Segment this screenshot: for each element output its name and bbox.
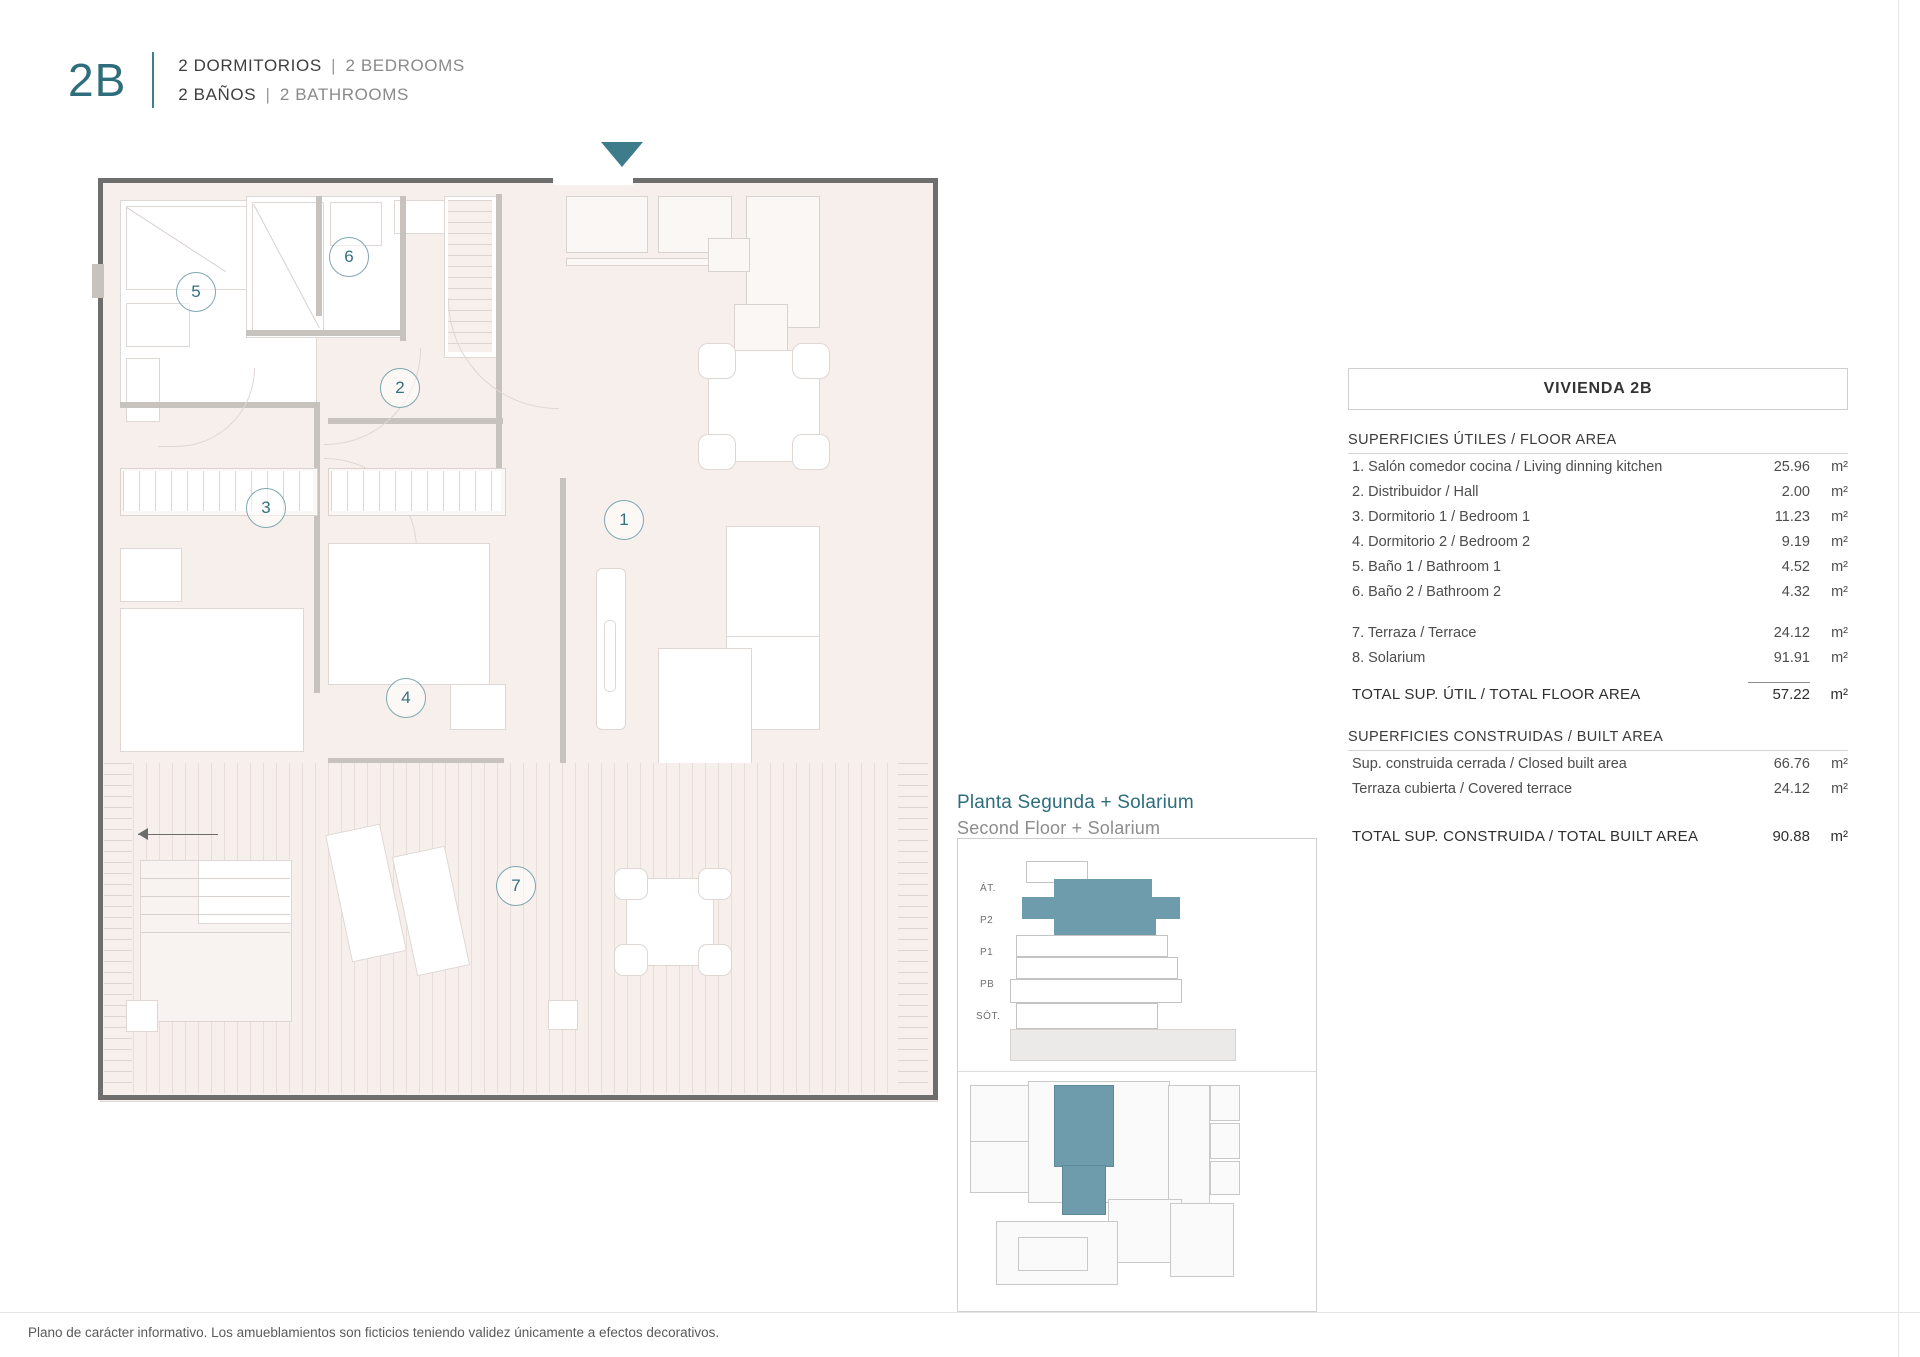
site-block-7 bbox=[1210, 1161, 1240, 1195]
row-unit: m² bbox=[1831, 459, 1848, 475]
wall-bottom bbox=[98, 1095, 938, 1100]
chair-1 bbox=[698, 343, 736, 379]
table-row bbox=[1348, 645, 1848, 670]
partition-1 bbox=[316, 196, 322, 316]
row-label: Terraza cubierta / Covered terrace bbox=[1352, 781, 1573, 797]
sink-1 bbox=[126, 303, 190, 347]
section-block-p2b-hl bbox=[1054, 915, 1156, 935]
row-unit: m² bbox=[1831, 756, 1848, 772]
section-block-p1 bbox=[1016, 935, 1168, 957]
outdoor-chair-2 bbox=[698, 868, 732, 900]
bedrooms-es: 2 DORMITORIOS bbox=[178, 55, 322, 75]
total-floor-area-unit: m² bbox=[1830, 686, 1848, 703]
row-value: 24.12 bbox=[1773, 625, 1810, 641]
terrace-edge-right bbox=[898, 763, 928, 1093]
room-marker-3: 3 bbox=[246, 488, 286, 528]
table-row bbox=[1348, 776, 1848, 801]
site-block-5 bbox=[1210, 1085, 1240, 1121]
site-block-2 bbox=[970, 1141, 1032, 1193]
keyplan-title-en: Second Floor + Solarium bbox=[957, 818, 1161, 838]
keyplan-site-plan bbox=[958, 1071, 1316, 1311]
room-marker-4: 4 bbox=[386, 678, 426, 718]
row-value: 4.32 bbox=[1781, 584, 1810, 600]
sofa-left bbox=[726, 526, 820, 638]
spec-gap-1 bbox=[1348, 604, 1848, 620]
room-marker-5: 5 bbox=[176, 272, 216, 312]
section-block-sot bbox=[1016, 1003, 1158, 1029]
keyplan-title-es: Planta Segunda + Solarium bbox=[957, 792, 1194, 813]
specs-title: VIVIENDA 2B bbox=[1348, 368, 1848, 410]
table-row bbox=[1348, 479, 1848, 504]
site-block-4 bbox=[1168, 1085, 1210, 1207]
chair-3 bbox=[698, 434, 736, 470]
table-row bbox=[1348, 554, 1848, 579]
built-area-heading: SUPERFICIES CONSTRUIDAS / BUILT AREA bbox=[1348, 729, 1848, 751]
total-floor-area-row bbox=[1348, 676, 1848, 707]
stair-direction-arrow-icon bbox=[138, 834, 218, 835]
header-subtitle bbox=[178, 56, 465, 105]
level-label-p1: P1 bbox=[980, 947, 994, 958]
row-label: 7. Terraza / Terrace bbox=[1352, 625, 1477, 641]
row-label: 5. Baño 1 / Bathroom 1 bbox=[1352, 559, 1502, 575]
row-unit: m² bbox=[1831, 509, 1848, 525]
entrance-arrow-icon bbox=[601, 142, 643, 167]
row-value: 24.12 bbox=[1773, 781, 1810, 797]
row-unit: m² bbox=[1831, 584, 1848, 600]
keyplan-box bbox=[957, 838, 1317, 1312]
site-block-highlight bbox=[1054, 1085, 1114, 1167]
level-label-sot: SÓT. bbox=[976, 1011, 1001, 1022]
room-marker-7: 7 bbox=[496, 866, 536, 906]
row-unit: m² bbox=[1831, 484, 1848, 500]
row-unit: m² bbox=[1831, 650, 1848, 666]
total-built-area-label: TOTAL SUP. CONSTRUIDA / TOTAL BUILT AREA bbox=[1352, 828, 1699, 845]
bathrooms-es: 2 BAÑOS bbox=[178, 84, 257, 104]
wall-recess-left bbox=[92, 264, 104, 298]
stair-step-2 bbox=[140, 896, 290, 897]
outdoor-chair-4 bbox=[698, 944, 732, 976]
keyplan-title bbox=[957, 792, 1287, 839]
footer-disclaimer: Plano de carácter informativo. Los amueblamientos son ficticios teniendo validez únicamente a efectos decorativos. bbox=[28, 1325, 720, 1340]
row-label: 4. Dormitorio 2 / Bedroom 2 bbox=[1352, 534, 1531, 550]
bedrooms-en: 2 BEDROOMS bbox=[345, 55, 465, 75]
table-row bbox=[1348, 454, 1848, 479]
stair-arrow-head-icon bbox=[138, 828, 148, 840]
bed-1 bbox=[120, 608, 304, 752]
level-label-pb: PB bbox=[980, 979, 995, 990]
row-label: 8. Solarium bbox=[1352, 650, 1426, 666]
sink-kitchen bbox=[708, 238, 750, 272]
toilet-1 bbox=[126, 358, 160, 422]
tv-screen bbox=[604, 620, 616, 692]
room-marker-1: 1 bbox=[604, 500, 644, 540]
keyplan-section-diagram bbox=[958, 839, 1316, 1069]
room-marker-2: 2 bbox=[380, 368, 420, 408]
floor-plan bbox=[98, 178, 938, 1128]
chair-2 bbox=[792, 343, 830, 379]
total-built-area-row bbox=[1348, 819, 1848, 849]
stair-step-1 bbox=[140, 878, 290, 879]
level-label-p2: P2 bbox=[980, 915, 994, 926]
site-block-9 bbox=[1170, 1203, 1234, 1277]
total-built-area-value: 90.88 bbox=[1772, 828, 1810, 845]
total-floor-area-label: TOTAL SUP. ÚTIL / TOTAL FLOOR AREA bbox=[1352, 686, 1641, 703]
stair-step-3 bbox=[140, 914, 290, 915]
row-label: 6. Baño 2 / Bathroom 2 bbox=[1352, 584, 1502, 600]
row-value: 2.00 bbox=[1781, 484, 1810, 500]
section-block-pb2 bbox=[1010, 979, 1182, 1003]
keyplan-ground bbox=[1010, 1029, 1236, 1061]
header-bathrooms-line bbox=[178, 85, 465, 105]
table-row bbox=[1348, 751, 1848, 776]
header-bedrooms-line bbox=[178, 56, 465, 76]
terrace-edge-left bbox=[104, 763, 132, 1093]
row-value: 66.76 bbox=[1773, 756, 1810, 772]
row-label: Sup. construida cerrada / Closed built area bbox=[1352, 756, 1627, 772]
unit-code: 2B bbox=[68, 54, 127, 106]
row-label: 1. Salón comedor cocina / Living dinning kitchen bbox=[1352, 459, 1663, 475]
nightstand-1 bbox=[120, 548, 182, 602]
table-row bbox=[1348, 579, 1848, 604]
table-row bbox=[1348, 620, 1848, 645]
sheet-header bbox=[68, 52, 465, 108]
level-label-at: ÁT. bbox=[980, 883, 996, 894]
total-built-area-unit: m² bbox=[1830, 828, 1848, 845]
section-block-pb bbox=[1016, 957, 1178, 979]
entry-door-opening bbox=[553, 175, 633, 185]
floor-area-heading: SUPERFICIES ÚTILES / FLOOR AREA bbox=[1348, 432, 1848, 454]
row-unit: m² bbox=[1831, 781, 1848, 797]
terrace-post-2 bbox=[548, 1000, 578, 1030]
wall-right bbox=[933, 178, 938, 1100]
wall-left bbox=[98, 178, 103, 1100]
partition-3 bbox=[400, 196, 406, 341]
header-sep-2: | bbox=[265, 84, 271, 104]
row-value: 9.19 bbox=[1781, 534, 1810, 550]
nightstand-2 bbox=[450, 684, 506, 730]
kitchen-unit-1 bbox=[566, 196, 648, 253]
stair-step-4 bbox=[140, 932, 290, 933]
terrace-post-1 bbox=[126, 1000, 158, 1032]
partition-10 bbox=[560, 478, 566, 808]
row-value: 11.23 bbox=[1774, 509, 1810, 525]
total-floor-area-value: 57.22 bbox=[1748, 682, 1810, 703]
bathrooms-en: 2 BATHROOMS bbox=[279, 84, 409, 104]
footer-rule bbox=[0, 1312, 1920, 1313]
row-value: 4.52 bbox=[1781, 559, 1810, 575]
partition-5 bbox=[314, 403, 320, 693]
wardrobe-2-hatch bbox=[331, 471, 501, 511]
row-unit: m² bbox=[1831, 534, 1848, 550]
row-label: 2. Distribuidor / Hall bbox=[1352, 484, 1479, 500]
bed-2 bbox=[328, 543, 490, 685]
outdoor-chair-1 bbox=[614, 868, 648, 900]
row-value: 25.96 bbox=[1773, 459, 1810, 475]
row-label: 3. Dormitorio 1 / Bedroom 1 bbox=[1352, 509, 1531, 525]
partition-2 bbox=[246, 330, 406, 336]
header-sep-1: | bbox=[331, 55, 337, 75]
table-row bbox=[1348, 529, 1848, 554]
room-marker-6: 6 bbox=[329, 237, 369, 277]
row-unit: m² bbox=[1831, 559, 1848, 575]
right-margin-rule bbox=[1898, 0, 1899, 1357]
table-row bbox=[1348, 504, 1848, 529]
wall-top bbox=[98, 178, 938, 183]
site-block-6 bbox=[1210, 1123, 1240, 1159]
outdoor-chair-3 bbox=[614, 944, 648, 976]
site-pool bbox=[1018, 1237, 1088, 1271]
armchair bbox=[658, 648, 752, 770]
chair-4 bbox=[792, 434, 830, 470]
site-block-highlight-2 bbox=[1062, 1165, 1106, 1215]
header-divider bbox=[152, 52, 154, 108]
specs-panel bbox=[1348, 368, 1848, 849]
row-value: 91.91 bbox=[1773, 650, 1810, 666]
row-unit: m² bbox=[1831, 625, 1848, 641]
